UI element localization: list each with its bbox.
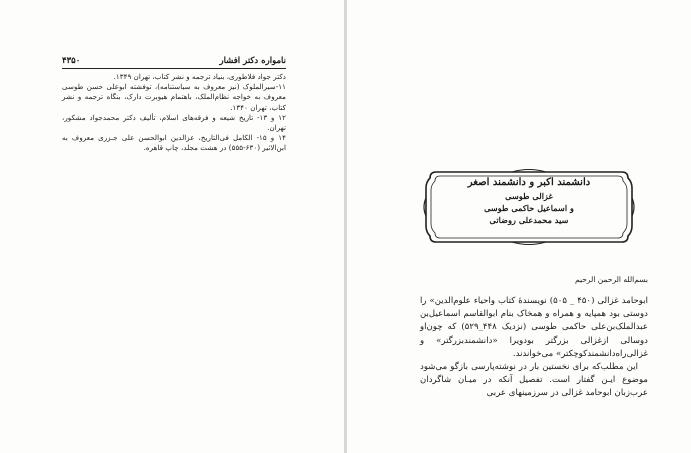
note-line: ۱۱-سیرالملوک (نیز معروف به سیاستنامه)، توفشته ابوعلی حسن طوسی معروف به خواجه نظام‌الملک، باهتمام هیوبرت دارک، بنگاه ترجمه و نشر کتاب، تهران ۱۳۴۰. — [62, 82, 286, 112]
running-title: نامواره دکتر افشار — [219, 56, 286, 66]
article-title: دانشمند اکبر و دانشمند اصغر — [467, 177, 591, 188]
paragraph: این مطلب‌که برای نخستین بار در نوشته‌پارسی بازگو می‌شود موضوع ایـن گفتار است. تفصیل آنکه در میـان شاگردان عرب‌زبان ابوحامد غزالی در سرزمینهای عربی — [420, 362, 648, 399]
frame-text — [422, 176, 636, 226]
paragraph: ابوحامد غزالی (۴۵۰ _ ۵۰۵) نویسندهٔ کتاب واحیاء علوم‌الدین» را دوستی بود همپایه و همراه و همخاک بنام ابوالقاسم اسماعیل‌بن عبدالملک‌بن‌علی حاکمی طوسی (نزدیک ۴۴۸_۵۲۹) که چون‌او دوسالی ازغزالی بزرگتر بودویرا «دانشمندبزرگتر» و غزالی‌راه‌دانشمندکوچکتر» می‌خواندند. — [420, 296, 648, 359]
author-name: سید محمدعلی روضاتی — [489, 215, 569, 225]
body-text — [420, 295, 648, 401]
note-line: ۱۴ و ۱۵- الکامل فی‌التاریخ، عزالدین ابوالحسن علی جـزری معروف به ابن‌الاثیر (۶۳۰-۵۵۵) در هشت مجلد، چاپ قاهره. — [62, 133, 286, 153]
subtitle-line: و اسماعیل حاکمی طوسی — [484, 203, 574, 213]
title-frame — [422, 168, 636, 246]
left-page — [0, 0, 344, 453]
page-number: ۴۳۵۰ — [62, 56, 81, 66]
note-line: دکتر جواد فلاطوری، بنیاد ترجمه و نشر کتاب، تهران ۱۳۴۹. — [113, 72, 286, 81]
note-line: ۱۲ و ۱۳- تاریخ شیعه و فرقه‌های اسلام، تألیف دکتر محمدجواد مشکور، تهران. — [62, 112, 286, 133]
header-rule — [62, 68, 286, 69]
subtitle-line: غزالی طوسی — [505, 191, 553, 201]
footnotes — [62, 72, 286, 154]
basmala: بسم‌الله الرحمن الرحیم — [575, 275, 648, 284]
running-head — [62, 55, 286, 67]
